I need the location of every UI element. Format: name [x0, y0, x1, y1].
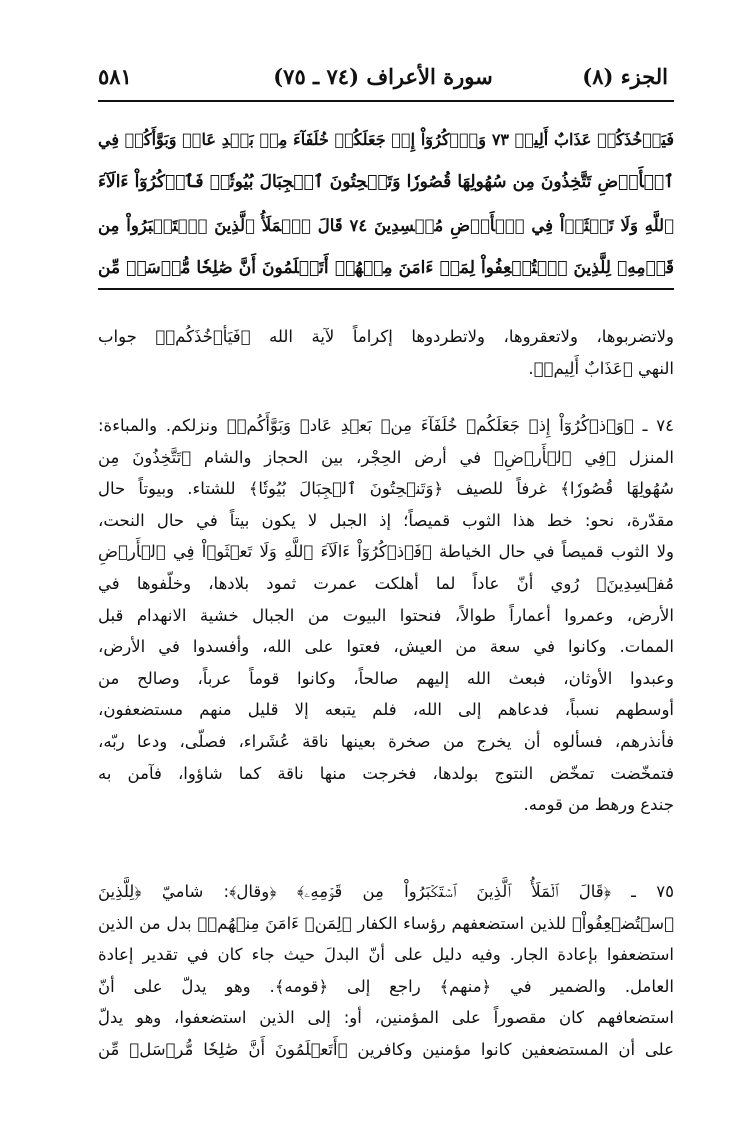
commentary-line: مقدّرة، نحو: خط هذا الثوب قميصاً؛ إذ الجبل لا يكون بيتاً في حال النحت، [98, 510, 674, 530]
quran-line: قَوۡمِهِۦ لِلَّذِينَ ٱسۡتُضۡعِفُواْ لِمَنۡ ءَامَنَ مِنۡهُمۡ أَتَعۡلَمُونَ أَنَّ صَٰلِحٗا مُّرۡسَلٞ مِّن [98, 258, 674, 278]
commentary-line: ٱسۡتُضۡعِفُواْ﴾ للذين استضعفهم رؤساء الكفار ﴿لِمَنۡ ءَامَنَ مِنۡهُمۡ﴾ بدل من الذين [98, 913, 674, 933]
juz-label: الجزء (٨) [582, 64, 668, 89]
header-rule [98, 100, 674, 102]
commentary-paragraph-75 [98, 876, 674, 1066]
quran-line: فَيَأۡخُذَكُمۡ عَذَابٌ أَلِيمٞ ٧٣ وَٱذۡكُرُوٓاْ إِذۡ جَعَلَكُمۡ خُلَفَآءَ مِنۢ بَعۡدِ عَادٖ وَبَوَّأَكُمۡ فِي [98, 130, 674, 149]
commentary-line: فأنذرهم، فسألوه أن يخرج من صخرة بعينها ناقة عُشَراء، فصلّى، ودعا ربّه، [98, 731, 674, 751]
commentary-line: ٧٤ ـ ﴿وَٱذۡكُرُوٓاْ إِذۡ جَعَلَكُمۡ خُلَفَآءَ مِنۢ بَعۡدِ عَادٖ وَبَوَّأَكُمۡ﴾ ونزلكم. والمباءة: [98, 416, 674, 435]
commentary-paragraph-74 [98, 410, 674, 821]
commentary-line: ولاتضربوها، ولاتعقروها، ولاتطردوها إكراماً لآية الله ﴿فَيَأۡخُذَكُمۡ﴾ جواب [98, 327, 674, 346]
commentary-line: سُهُولِهَا قُصُورٗا﴾ غرفاً للصيف ﴿وَتَنۡحِتُونَ ٱلۡجِبَالَ بُيُوتٗا﴾ للشتاء. وبيوتاً حال [98, 479, 674, 499]
commentary-line: ٧٥ ـ ﴿قَالَ ٱلۡمَلَأُ ٱلَّذِينَ ٱسۡتَكۡبَرُواْ مِن قَوۡمِهِۦ﴾ ﴿وقال﴾: شاميّ ﴿لِلَّذِينَ [98, 882, 674, 901]
commentary-line: أوسطهم نسباً، فدعاهم إلى الله، فلم يتبعه إلا قليل منهم مستضعفون، [98, 700, 674, 720]
commentary-line: فتمخّضت تمخّض النتوج بولدها، فخرجت منها ناقة كما شاؤوا، فآمن به [98, 763, 674, 783]
commentary-line: جندع ورهط من قومه. [523, 795, 674, 815]
commentary-line: استضعفوا بإعادة الجار. وفيه دليل على أنّ البدلَ حيث جاء كان في تقدير إعادة [98, 945, 674, 965]
quran-line: ٱلۡأَرۡضِ تَتَّخِذُونَ مِن سُهُولِهَا قُصُورٗا وَتَنۡحِتُونَ ٱلۡجِبَالَ بُيُوتٗاۖ فَٱذۡكُرُوٓاْ ءَالَآءَ [98, 172, 674, 192]
commentary-line: الممات. وكانوا في سعة من العيش، فعتوا على الله، وأفسدوا في الأرض، [98, 637, 674, 657]
commentary-line: على أن المستضعفين كانوا مؤمنين وكافرين ﴿أَتَعۡلَمُونَ أَنَّ صَٰلِحٗا مُّرۡسَلٞ مِّن [98, 1039, 674, 1059]
page-header [98, 60, 668, 96]
quran-text-block [98, 118, 674, 290]
quran-line: ٱللَّهِ وَلَا تَعۡثَوۡاْ فِي ٱلۡأَرۡضِ مُفۡسِدِينَ ٧٤ قَالَ ٱلۡمَلَأُ ٱلَّذِينَ ٱسۡتَكۡبَرُواْ مِن [98, 216, 674, 235]
commentary-paragraph-1 [98, 321, 674, 384]
commentary-line: العامل. والضمير في ﴿منهم﴾ راجع إلى ﴿قومه﴾. وهو يدلّ على أنّ [98, 976, 674, 996]
page-number: ٥٨١ [98, 64, 132, 89]
commentary-line: استضعافهم كان مقصوراً على المؤمنين، أو: إلى الذين استضعفوا، وهو يدلّ [98, 1008, 674, 1028]
commentary-line: النهي ﴿عَذَابٌ أَلِيمٞ﴾. [528, 358, 674, 378]
surah-title: سورة الأعراف (٧٤ ـ ٧٥) [273, 64, 493, 89]
commentary-line: المنزل ﴿فِي ٱلۡأَرۡضِ﴾ في أرض الحِجْر، بين الحجاز والشام ﴿تَتَّخِذُونَ مِن [98, 447, 674, 467]
commentary-line: مُفۡسِدِينَ﴾ رُوي أنّ عاداً لما أهلكت عمرت ثمود بلادها، وخلّفوها في [98, 573, 674, 593]
commentary-line: وعبدوا الأوثان، فبعث الله إليهم صالحاً، وكانوا قوماً عرباً، وصالح من [98, 668, 674, 688]
separator-rule [98, 288, 674, 290]
commentary-line: ولا الثوب قميصاً في حال الخياطة ﴿فَٱذۡكُرُوٓاْ ءَالَآءَ ٱللَّهِ وَلَا تَعۡثَوۡاْ فِي ٱلۡأَرۡضِ [98, 542, 674, 562]
commentary-line: الأرض، وعمروا أعماراً طوالاً، فنحتوا البيوت من الجبال خشية الانهدام قبل [98, 605, 674, 625]
